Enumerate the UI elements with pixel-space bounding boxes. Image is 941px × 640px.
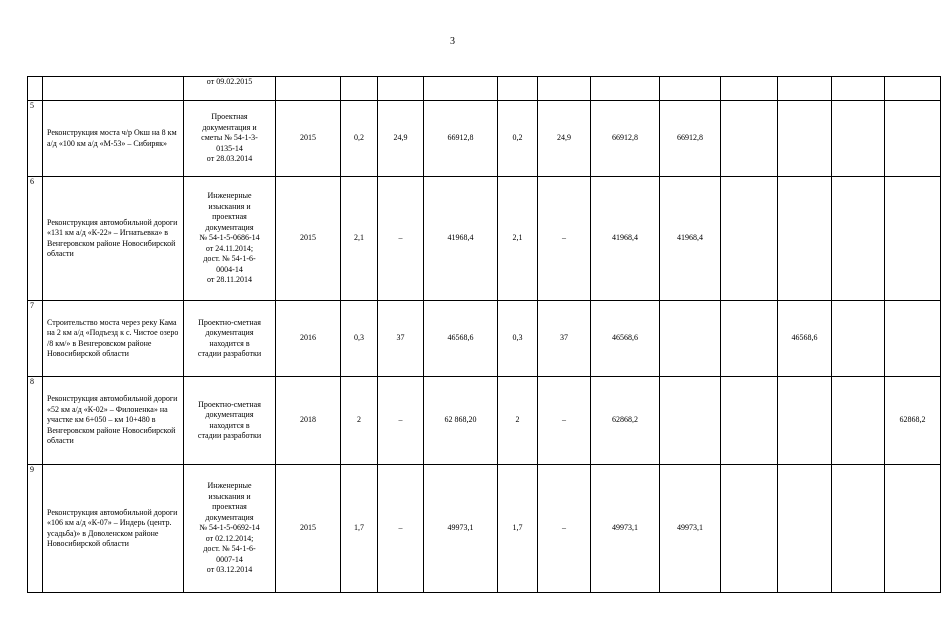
page-number: 3 (450, 36, 455, 47)
cell-cost2: 41968,4 (591, 177, 660, 301)
cell-name: Реконструкция моста ч/р Окш на 8 км а/д «100 км а/д «М-53» – Сибиряк» (43, 101, 184, 177)
cell-name: Реконструкция автомобильной дороги «52 км а/д «К-02» – Филоненка» на участке км 6+050 – км 10+480 в Венгеровском районе Новосибирской области (43, 377, 184, 465)
cell-y2015: 49973,1 (660, 465, 721, 593)
cell-length2: 0,2 (498, 101, 538, 177)
cell-num: 7 (28, 301, 43, 377)
cell-y2015 (660, 301, 721, 377)
cell-y2019 (885, 177, 941, 301)
cell-year: 2016 (276, 301, 341, 377)
cell-y2017: 46568,6 (778, 301, 832, 377)
cell-area: – (378, 465, 424, 593)
cell-y2015: 41968,4 (660, 177, 721, 301)
cell-cost2: 46568,6 (591, 301, 660, 377)
cell-area2: – (538, 377, 591, 465)
cell-docs: от 09.02.2015 (184, 77, 276, 101)
cell-docs: Инженерные изыскания и проектная документация № 54-1-5-0686-14 от 24.11.2014; дост. № 54-1-6- 0004-14 от 28.11.2014 (184, 177, 276, 301)
cell-area2: – (538, 465, 591, 593)
cell-length: 2 (341, 377, 378, 465)
cell-docs: Инженерные изыскания и проектная документация № 54-1-5-0692-14 от 02.12.2014; дост. № 54-1-6- 0007-14 от 03.12.2014 (184, 465, 276, 593)
cell-y2018 (832, 301, 885, 377)
cell-y2017 (778, 465, 832, 593)
cell-name: Реконструкция автомобильной дороги «106 км а/д «К-07» – Индерь (центр. усадьба)» в Доволенском районе Новосибирской области (43, 465, 184, 593)
cell-num: 5 (28, 101, 43, 177)
cell-year: 2015 (276, 177, 341, 301)
cell-length: 0,3 (341, 301, 378, 377)
cell-num: 6 (28, 177, 43, 301)
cell-y2016 (721, 177, 778, 301)
cell-y2015 (660, 377, 721, 465)
cell-area2: 37 (538, 301, 591, 377)
cell-cost2: 62868,2 (591, 377, 660, 465)
cell-y2016 (721, 377, 778, 465)
cell-y2016 (721, 101, 778, 177)
table-row-continuation (28, 77, 941, 101)
cell-cost: 49973,1 (424, 465, 498, 593)
cell-length2: 2,1 (498, 177, 538, 301)
cell-y2018 (832, 377, 885, 465)
cell-y2015: 66912,8 (660, 101, 721, 177)
cell-y2018 (832, 465, 885, 593)
cell-cost: 46568,6 (424, 301, 498, 377)
cell-length2: 1,7 (498, 465, 538, 593)
cell-year: 2018 (276, 377, 341, 465)
cell-cost2: 66912,8 (591, 101, 660, 177)
cell-cost: 62 868,20 (424, 377, 498, 465)
cell-y2019 (885, 101, 941, 177)
cell-y2018 (832, 177, 885, 301)
cell-docs: Проектная документация и сметы № 54-1-3- 0135-14 от 28.03.2014 (184, 101, 276, 177)
table-row (28, 177, 941, 301)
cell-y2019: 62868,2 (885, 377, 941, 465)
cell-num: 9 (28, 465, 43, 593)
table-row (28, 465, 941, 593)
cell-y2017 (778, 101, 832, 177)
cell-y2018 (832, 101, 885, 177)
cell-length: 2,1 (341, 177, 378, 301)
cell-y2019 (885, 465, 941, 593)
cell-area: 24,9 (378, 101, 424, 177)
cell-y2019 (885, 301, 941, 377)
cell-area: – (378, 177, 424, 301)
cell-name (43, 77, 184, 101)
cell-cost: 41968,4 (424, 177, 498, 301)
cell-cost2: 49973,1 (591, 465, 660, 593)
cell-cost: 66912,8 (424, 101, 498, 177)
cell-y2017 (778, 177, 832, 301)
cell-area2: – (538, 177, 591, 301)
cell-area: – (378, 377, 424, 465)
table-row (28, 301, 941, 377)
cell-length: 1,7 (341, 465, 378, 593)
cell-area2: 24,9 (538, 101, 591, 177)
cell-length2: 0,3 (498, 301, 538, 377)
cell-length2: 2 (498, 377, 538, 465)
cell-year: 2015 (276, 101, 341, 177)
cell-y2016 (721, 465, 778, 593)
cell-year: 2015 (276, 465, 341, 593)
cell-num: 8 (28, 377, 43, 465)
cell-area: 37 (378, 301, 424, 377)
cell-y2017 (778, 377, 832, 465)
cell-name: Реконструкция автомобильной дороги «131 км а/д «К-22» – Игнатьевка» в Венгеровском районе Новосибирской области (43, 177, 184, 301)
cell-docs: Проектно-сметная документация находится в стадии разработки (184, 377, 276, 465)
table-row (28, 377, 941, 465)
table-row (28, 101, 941, 177)
cell-name: Строительство моста через реку Кама на 2 км а/д «Подъезд к с. Чистое озеро /8 км/» в Венгеровском районе Новосибирской области (43, 301, 184, 377)
cell-docs: Проектно-сметная документация находится в стадии разработки (184, 301, 276, 377)
cell-num (28, 77, 43, 101)
cell-length: 0,2 (341, 101, 378, 177)
objects-table (27, 76, 941, 593)
cell-y2016 (721, 301, 778, 377)
